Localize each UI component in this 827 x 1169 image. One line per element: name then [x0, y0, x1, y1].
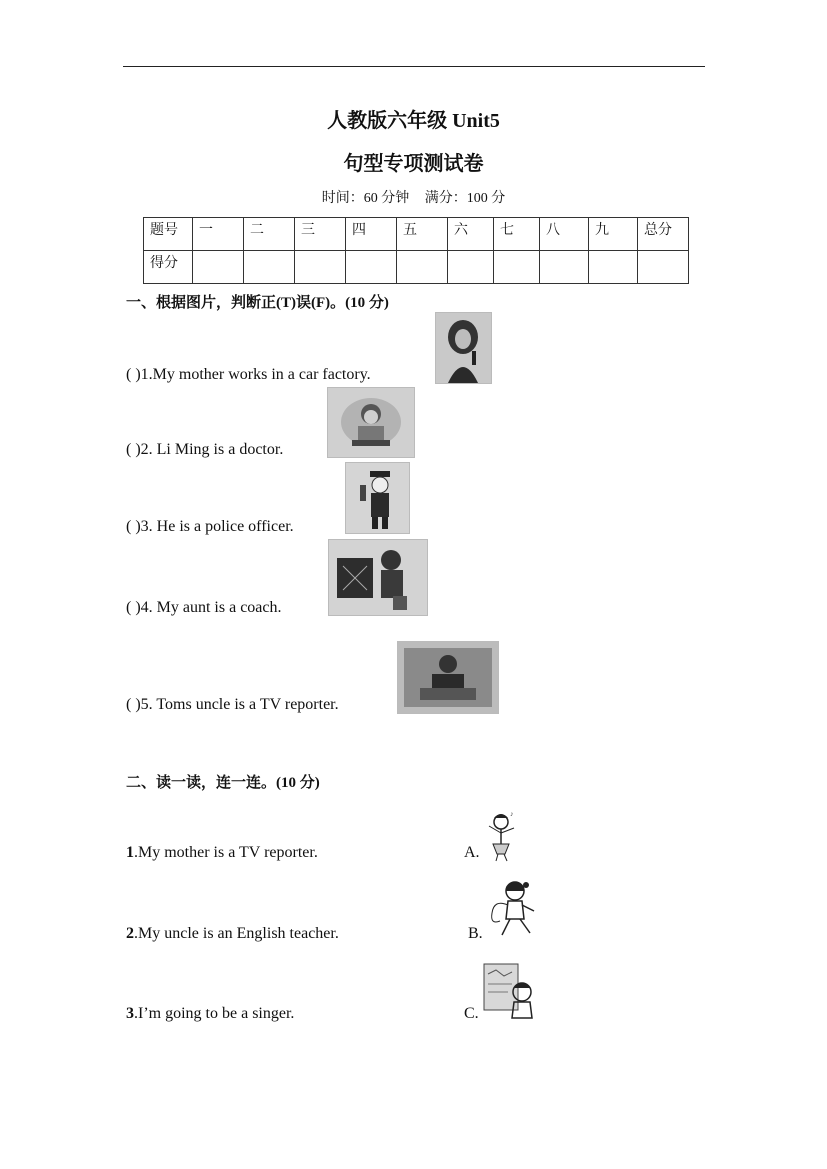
table-cell: 六	[448, 218, 494, 251]
table-cell: 九	[589, 218, 638, 251]
tv-reporter-picture	[397, 641, 499, 714]
score-cell	[494, 251, 540, 284]
match-item-2	[126, 925, 339, 943]
time-label: 时间：60 分钟	[321, 191, 410, 206]
girl-dancing-picture	[483, 808, 521, 862]
title-line1: 人教版六年级 Unit5	[327, 110, 500, 132]
svg-text:♪: ♪	[510, 810, 514, 818]
score-cell	[589, 251, 638, 284]
table-cell: 题号	[144, 218, 193, 251]
header-rule	[123, 66, 705, 67]
section1-heading: 一、根据图片，判断正(T)误(F)。(10 分)	[126, 295, 389, 311]
table-cell: 得分	[144, 251, 193, 284]
score-cell	[448, 251, 494, 284]
title-line2: 句型专项测试卷	[343, 153, 484, 175]
score-table-header-row	[144, 218, 689, 251]
option-a-label: A.	[464, 844, 480, 861]
section2-heading: 二、读一读，连一连。(10 分)	[126, 775, 320, 791]
question-4: ( )4. My aunt is a coach.	[126, 599, 282, 616]
score-cell	[295, 251, 346, 284]
match-item-number: 3	[126, 1005, 134, 1022]
option-b-label: B.	[468, 925, 483, 942]
match-item-text: .My uncle is an English teacher.	[134, 925, 339, 942]
girl-with-ribbon-picture	[486, 877, 541, 939]
police-officer-picture	[345, 462, 410, 534]
question-1: ( )1.My mother works in a car factory.	[126, 366, 371, 383]
match-item-1	[126, 844, 318, 862]
score-cell	[397, 251, 448, 284]
question-5: ( )5. Toms uncle is a TV reporter.	[126, 696, 339, 713]
singer-picture	[435, 312, 492, 384]
question-2: ( )2. Li Ming is a doctor.	[126, 441, 284, 458]
table-cell: 一	[193, 218, 244, 251]
score-cell	[638, 251, 689, 284]
doctor-picture	[327, 387, 415, 458]
score-cell	[540, 251, 589, 284]
table-cell: 五	[397, 218, 448, 251]
score-cell	[346, 251, 397, 284]
score-table	[143, 217, 689, 284]
table-cell: 三	[295, 218, 346, 251]
score-table-score-row	[144, 251, 689, 284]
score-cell	[193, 251, 244, 284]
full-score-label: 满分：100 分	[424, 191, 506, 206]
table-cell: 七	[494, 218, 540, 251]
option-c-label: C.	[464, 1005, 479, 1022]
table-cell: 八	[540, 218, 589, 251]
match-item-text: .I’m going to be a singer.	[134, 1005, 295, 1022]
score-cell	[244, 251, 295, 284]
question-3: ( )3. He is a police officer.	[126, 518, 294, 535]
match-item-text: .My mother is a TV reporter.	[134, 844, 318, 861]
table-cell: 二	[244, 218, 295, 251]
table-cell: 总分	[638, 218, 689, 251]
table-cell: 四	[346, 218, 397, 251]
match-item-3	[126, 1005, 294, 1023]
teacher-picture	[328, 539, 428, 616]
exam-info	[0, 187, 827, 207]
match-item-number: 1	[126, 844, 134, 861]
boy-at-board-picture	[482, 960, 536, 1020]
match-item-number: 2	[126, 925, 134, 942]
